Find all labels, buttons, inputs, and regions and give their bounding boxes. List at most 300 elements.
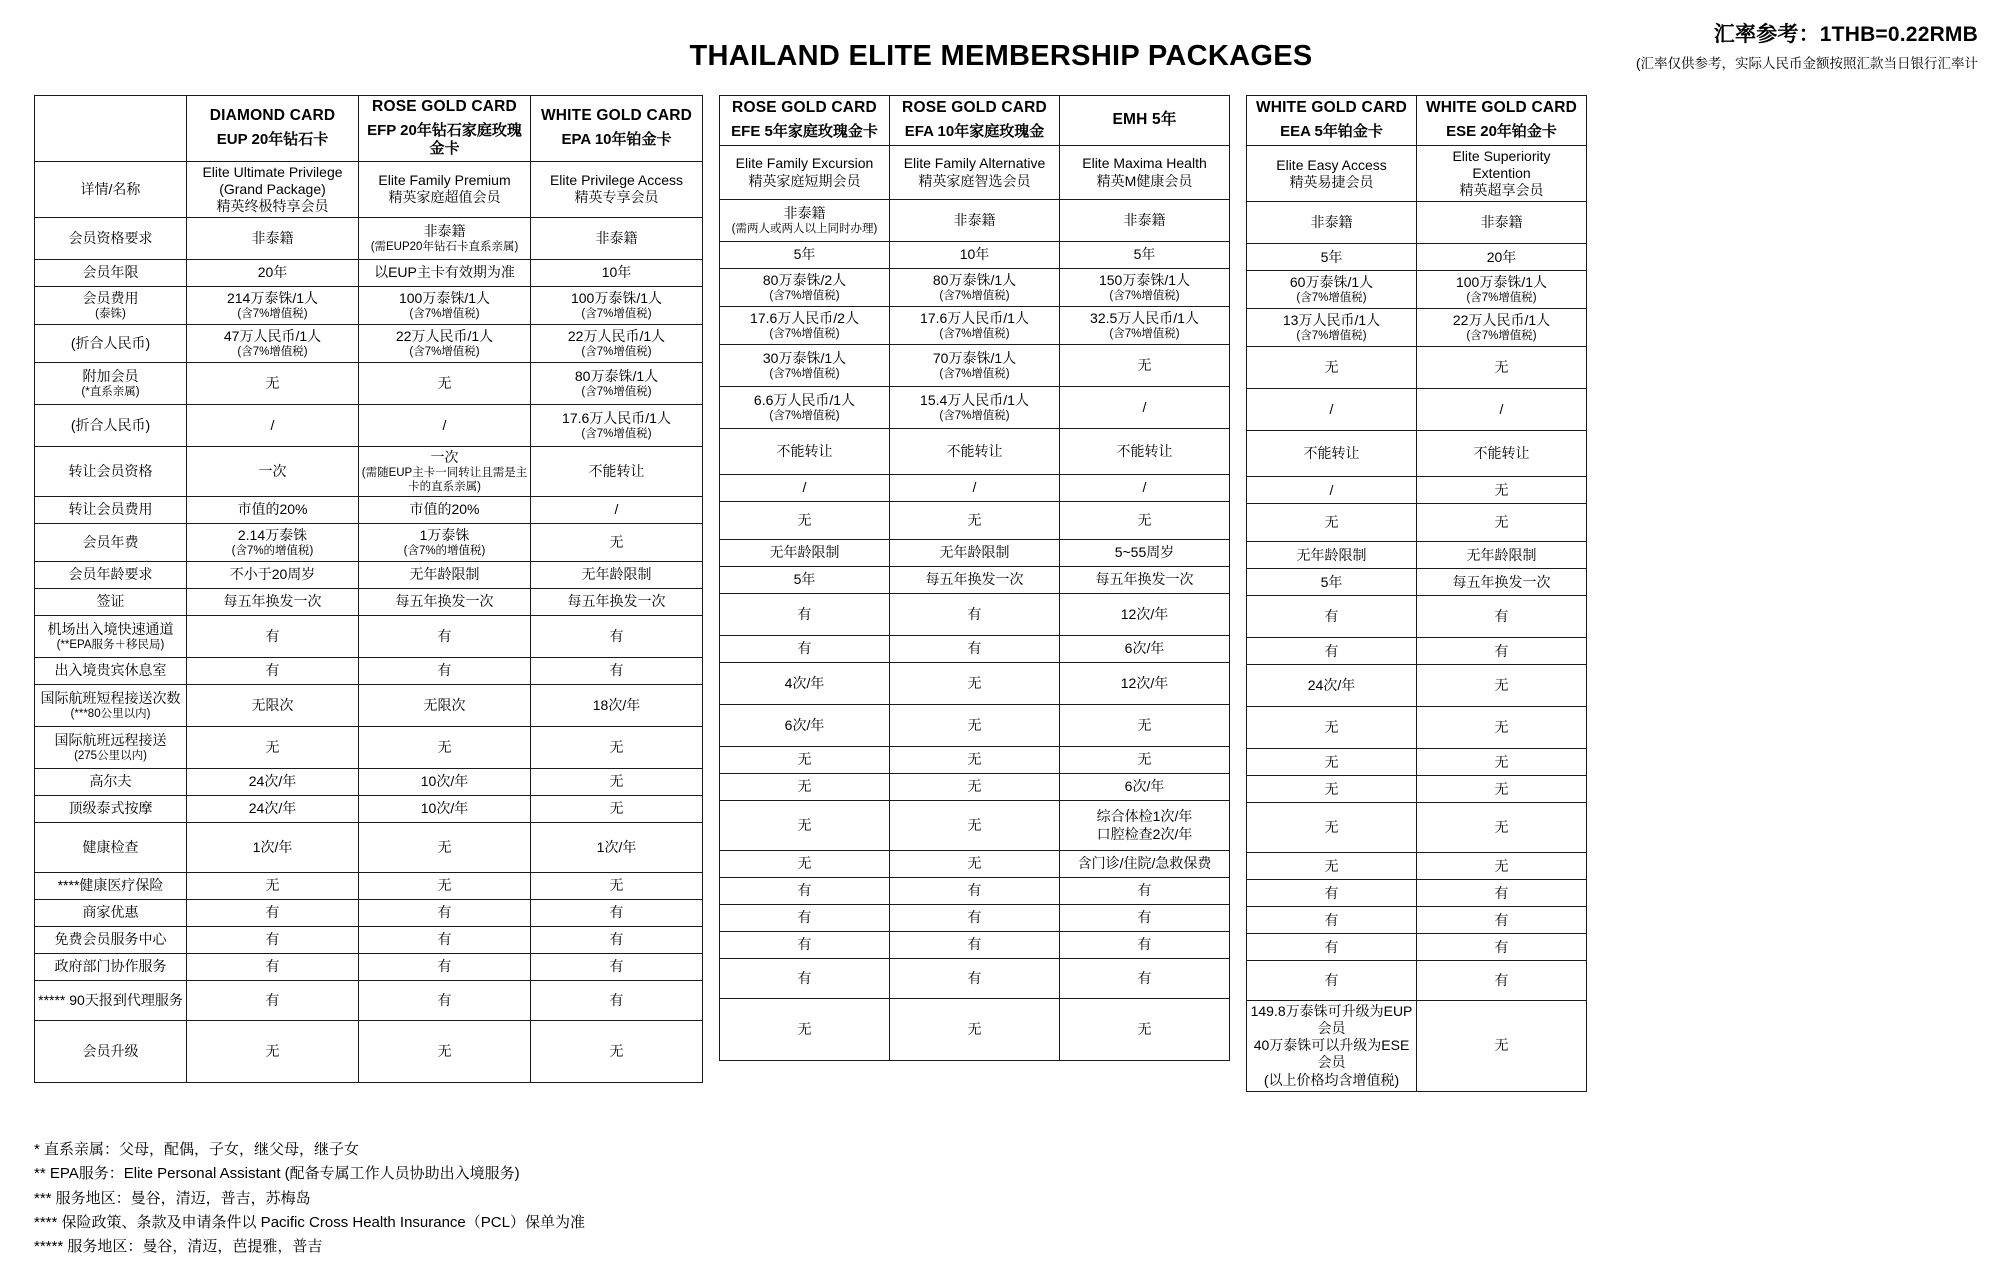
table-cell [359,561,531,588]
table-cell [187,822,359,872]
table-cell [1060,429,1230,475]
cell-line: 有 [967,936,982,953]
row-label-sub: (*直系亲属) [81,385,140,398]
cell-line: 无年龄限制 [1296,546,1367,563]
table-cell [890,705,1060,747]
table-cell [531,404,703,446]
cell-line: 有 [437,958,452,975]
cell-line: 无 [967,511,982,528]
cell-line: 无 [1494,857,1509,874]
cell-line: 1次/年 [596,838,637,855]
cell-line: 70万泰铢/1人 [932,349,1017,366]
row-label-main: 顶级泰式按摩 [68,800,153,817]
cell-line: 不能转让 [1116,442,1173,459]
table-cell [187,496,359,523]
table-cell [1247,202,1417,244]
table-cell [1247,244,1417,271]
cell-line: 无 [797,751,812,768]
cell-line: 每五年换发一次 [925,571,1024,588]
cell-line: 80万泰铢/2人 [762,271,847,288]
table-row [35,523,703,561]
table-cell [1060,999,1230,1061]
cell-line: 无 [1324,753,1339,770]
cell-line: 有 [265,662,280,679]
cell-line: / [442,416,447,433]
table-cell [1417,244,1587,271]
table-cell [1417,271,1587,309]
row-label-main: 转让会员资格 [68,462,153,479]
cell-line: 24次/年 [248,800,297,817]
row-label-main: (折合人民币) [70,334,151,351]
cell-line: / [614,501,619,518]
table-row [720,705,1230,747]
table-cell [187,161,359,217]
table-cell [1417,880,1587,907]
table-cell [1247,347,1417,389]
cell-line: 非泰籍 [1310,214,1353,231]
cell-line: 80万泰铢/1人 [574,367,659,384]
table-cell [1417,665,1587,707]
table-cell [1417,569,1587,596]
table-cell [1247,504,1417,542]
cell-line: 有 [967,969,982,986]
cell-line: / [972,479,977,496]
table-cell [359,872,531,899]
table-cell [1247,389,1417,431]
cell-line: 10次/年 [420,800,469,817]
table-row [35,980,703,1020]
cell-line: 无 [1324,514,1339,531]
row-label-main: 政府部门协作服务 [54,958,167,975]
table-cell [1417,749,1587,776]
cell-sub: (含7%增值税) [1466,330,1537,343]
cell-line: 20年 [257,264,288,281]
table-row [1247,707,1587,749]
cell-sub: (含7%增值税) [581,345,652,358]
cell-line: Elite Family Premium [378,172,511,189]
cell-line: 无 [1324,857,1339,874]
table-row [35,446,703,496]
cell-line: 22万人民币/1人 [395,327,494,344]
table-cell [187,684,359,726]
table-row [720,959,1230,999]
cell-sub: (含7%增值税) [769,290,840,303]
table-cell [187,657,359,684]
column-header-en: DIAMOND CARD [209,107,336,125]
column-header-cn: EFA 10年家庭玫瑰金 [904,123,1045,141]
table-row [1247,1001,1587,1091]
cell-line: 无 [1324,780,1339,797]
row-label-main: ****健康医疗保险 [57,877,164,894]
cell-line: 含门诊/住院/急救保费 [1077,855,1212,872]
footnote-item: ** EPA服务：Elite Personal Assistant (配备专属工作人员协助出入境服务) [34,1165,520,1183]
table-row [720,905,1230,932]
row-label-main: 免费会员服务中心 [54,931,167,948]
column-header-en: ROSE GOLD CARD [902,99,1047,117]
table-cell [531,953,703,980]
cell-line: 非泰籍 [423,222,466,239]
cell-line: Elite Family Excursion [735,155,874,172]
table-cell [531,926,703,953]
table-cell [1060,932,1230,959]
table-cell [1247,638,1417,665]
table-cell [720,502,890,540]
column-header-cn: EFP 20年钻石家庭玫瑰金卡 [367,121,522,158]
table-cell [720,932,890,959]
table-cell [890,663,1060,705]
table-cell [187,588,359,615]
row-label-main: 转让会员费用 [68,501,153,518]
cell-line: 无 [967,778,982,795]
cell-line: 无 [265,738,280,755]
table-row [35,217,703,259]
cell-sub: (需EUP20年钻石卡直系亲属) [370,240,519,253]
cell-line: 一次 [430,448,459,465]
cell-line: 有 [1494,911,1509,928]
row-label [35,286,187,324]
row-label-sub: (***80公里以内) [70,707,151,720]
table-row [1247,961,1587,1001]
table-cell [1060,475,1230,502]
column-header [359,96,531,162]
cell-line: 无 [797,1020,812,1037]
cell-line: 有 [1324,608,1339,625]
table-cell [187,1020,359,1082]
table-cell [720,851,890,878]
table-row [35,561,703,588]
cell-line: 22万人民币/1人 [1452,312,1551,329]
table-cell [890,878,1060,905]
table-cell [890,146,1060,200]
cell-line: 有 [1324,642,1339,659]
cell-line: 10年 [601,264,632,281]
table-cell [1060,200,1230,242]
table-cell [890,801,1060,851]
table-row [1247,477,1587,504]
table-row [1247,271,1587,309]
cell-line: 非泰籍 [783,204,826,221]
cell-line: 无 [609,533,624,550]
cell-line: 有 [1137,909,1152,926]
cell-line: 有 [1324,884,1339,901]
table-row [1247,569,1587,596]
table-cell [890,567,1060,594]
cell-sub: (含7%增值税) [581,307,652,320]
table-cell [1247,853,1417,880]
cell-line: 无年龄限制 [409,566,480,583]
cell-line: 17.6万人民币/2人 [750,309,859,326]
table-cell [1060,959,1230,999]
table-cell [531,286,703,324]
table-row [720,540,1230,567]
cell-line: 非泰籍 [595,229,638,246]
cell-line: 有 [1137,882,1152,899]
table-cell [531,324,703,362]
cell-sub: (含7%增值税) [939,410,1010,423]
cell-line: 无 [1494,819,1509,836]
table-cell [1247,749,1417,776]
cell-line: 精英家庭智选会员 [918,172,1031,189]
table-cell [1417,638,1587,665]
cell-sub: (需两人或两人以上同时办理) [731,223,878,236]
row-label [35,899,187,926]
table-cell [890,345,1060,387]
table-row [35,496,703,523]
table-cell [1247,569,1417,596]
table-cell [1417,907,1587,934]
cell-line: 无 [1494,780,1509,797]
cell-sub: (含7%增值税) [769,368,840,381]
cell-line: 有 [437,904,452,921]
table-cell [1247,309,1417,347]
table-cell [1247,542,1417,569]
row-label-main: (折合人民币) [70,416,151,433]
cell-line: 不能转让 [1303,445,1360,462]
table-cell [1060,905,1230,932]
cell-line: 有 [265,904,280,921]
table-row [35,872,703,899]
row-label-main: 会员资格要求 [68,229,153,246]
column-header-en: WHITE GOLD CARD [540,107,693,125]
cell-line: 2.14万泰铢 [237,526,308,543]
cell-line: (以上价格均含增值税) [1263,1071,1400,1088]
cell-line: 有 [265,931,280,948]
cell-line: 有 [967,605,982,622]
cell-line: 不能转让 [946,442,1003,459]
table-cell [187,561,359,588]
table-cell [1247,146,1417,202]
cell-line: 无 [797,778,812,795]
table-cell [187,217,359,259]
cell-line: 1万泰铢 [419,526,470,543]
column-header [1247,96,1417,146]
table-row [35,899,703,926]
table-row [720,999,1230,1061]
table-row [720,567,1230,594]
column-header [1417,96,1587,146]
cell-sub: (含7%增值税) [581,427,652,440]
cell-line: 有 [1494,608,1509,625]
cell-line: 有 [967,640,982,657]
cell-line: 无 [609,800,624,817]
table-middle [719,95,1230,1061]
table-cell [720,387,890,429]
column-header [187,96,359,162]
footnote-item: **** 保险政策、条款及申请条件以 Pacific Cross Health Insurance（PCL）保单为准 [34,1213,585,1231]
table-cell [890,475,1060,502]
table-cell [890,594,1060,636]
cell-line: 有 [265,991,280,1008]
cell-line: 不能转让 [776,442,833,459]
cell-line: 无 [1494,677,1509,694]
cell-line: 无 [437,838,452,855]
table-cell [359,217,531,259]
cell-line: 无 [967,855,982,872]
cell-line: Elite Family Alternative [903,155,1046,172]
cell-line: 无 [797,511,812,528]
cell-line: 无 [265,1042,280,1059]
cell-line: 无 [1137,356,1152,373]
cell-line: 有 [265,958,280,975]
table-left [34,95,703,1083]
cell-line: 有 [609,627,624,644]
cell-line: 有 [609,662,624,679]
cell-sub: (含7%增值税) [237,307,308,320]
table-row [35,324,703,362]
table-cell [890,774,1060,801]
table-cell [1247,961,1417,1001]
cell-line: 无 [265,374,280,391]
row-label [35,523,187,561]
table-row [720,663,1230,705]
cell-line: 5年 [1320,248,1343,265]
table-row [1247,309,1587,347]
table-cell [531,726,703,768]
row-label [35,615,187,657]
cell-line: (Grand Package) [219,180,326,197]
table-cell [1417,504,1587,542]
row-label [35,980,187,1020]
cell-line: 有 [797,969,812,986]
cell-sub: (含7%增值税) [1296,292,1367,305]
table-row [35,684,703,726]
table-cell [1060,705,1230,747]
table-row [35,615,703,657]
table-cell [890,905,1060,932]
cell-line: 无 [437,1042,452,1059]
table-cell [1060,663,1230,705]
table-cell [890,540,1060,567]
cell-line: 有 [609,931,624,948]
table-cell [187,615,359,657]
cell-line: 17.6万人民币/1人 [920,309,1029,326]
cell-sub: (需随EUP主卡一同转让且需是主卡的直系亲属) [361,466,528,493]
cell-line: 150万泰铢/1人 [1098,271,1191,288]
cell-sub: (含7%增值税) [939,290,1010,303]
cell-line: 不能转让 [1473,445,1530,462]
cell-line: 无年龄限制 [939,544,1010,561]
table-cell [359,980,531,1020]
cell-line: 无 [437,877,452,894]
cell-line: 市值的20% [237,501,308,518]
cell-line: 6次/年 [784,716,825,733]
table-cell [359,926,531,953]
table-cell [531,872,703,899]
table-cell [531,523,703,561]
table-row [35,926,703,953]
table-row [720,146,1230,200]
table-row [1247,504,1587,542]
table-cell [720,705,890,747]
table-cell [1060,747,1230,774]
table-row [1247,749,1587,776]
table-cell [890,636,1060,663]
row-label [35,446,187,496]
table-cell [890,387,1060,429]
cell-sub: (含7%增值税) [939,328,1010,341]
cell-line: 100万泰铢/1人 [1455,274,1548,291]
cell-line: 无年龄限制 [769,544,840,561]
cell-line: / [270,416,275,433]
table-cell [720,345,890,387]
row-label [35,953,187,980]
column-header-en: ROSE GOLD CARD [372,98,517,115]
cell-line: 有 [797,882,812,899]
column-header-en: ROSE GOLD CARD [732,99,877,117]
cell-line: 无 [797,816,812,833]
table-cell [1247,431,1417,477]
table-cell [720,878,890,905]
table-cell [531,161,703,217]
table-cell [1417,477,1587,504]
table-row [720,594,1230,636]
cell-line: 无限次 [423,696,466,713]
table-cell [720,959,890,999]
cell-line: 无 [1137,511,1152,528]
exchange-rate-main: 汇率参考：1THB=0.22RMB [1713,23,1978,46]
cell-line: 无 [967,751,982,768]
row-label [35,217,187,259]
table-cell [1060,540,1230,567]
cell-line: 有 [609,904,624,921]
table-row [1247,431,1587,477]
row-label [35,404,187,446]
table-cell [720,594,890,636]
row-label [35,1020,187,1082]
table-cell [187,899,359,926]
table-cell [1060,387,1230,429]
cell-line: 13万人民币/1人 [1282,312,1381,329]
cell-line: 149.8万泰铢可升级为EUP会员 [1250,1003,1413,1037]
table-cell [359,1020,531,1082]
cell-line: 47万人民币/1人 [223,327,322,344]
table-cell [890,242,1060,269]
table-header-row [720,96,1230,146]
table-row [720,878,1230,905]
table-cell [359,615,531,657]
table-row [1247,803,1587,853]
cell-line: 15.4万人民币/1人 [920,391,1029,408]
cell-line: 精英家庭超值会员 [388,189,501,206]
exchange-rate-note [1636,18,1978,72]
table-cell [359,657,531,684]
table-cell [890,200,1060,242]
cell-line: 10次/年 [420,773,469,790]
table-cell [531,899,703,926]
column-header [531,96,703,162]
table-cell [1417,146,1587,202]
row-label [35,684,187,726]
cell-line: 一次 [258,462,287,479]
cell-line: 6.6万人民币/1人 [753,391,856,408]
cell-line: 6次/年 [1124,640,1165,657]
cell-line: 无 [967,816,982,833]
table-cell [720,242,890,269]
table-cell [1417,961,1587,1001]
cell-line: 无年龄限制 [581,566,652,583]
table-cell [890,851,1060,878]
cell-line: 24次/年 [1307,677,1356,694]
row-label-main: 会员升级 [82,1042,139,1059]
table-cell [359,768,531,795]
cell-line: 无 [797,855,812,872]
cell-line: 每五年换发一次 [223,593,322,610]
table-cell [890,502,1060,540]
cell-line: 非泰籍 [251,229,294,246]
cell-sub: (含7%增值税) [409,307,480,320]
cell-line: 有 [1494,884,1509,901]
cell-line: 有 [1137,969,1152,986]
